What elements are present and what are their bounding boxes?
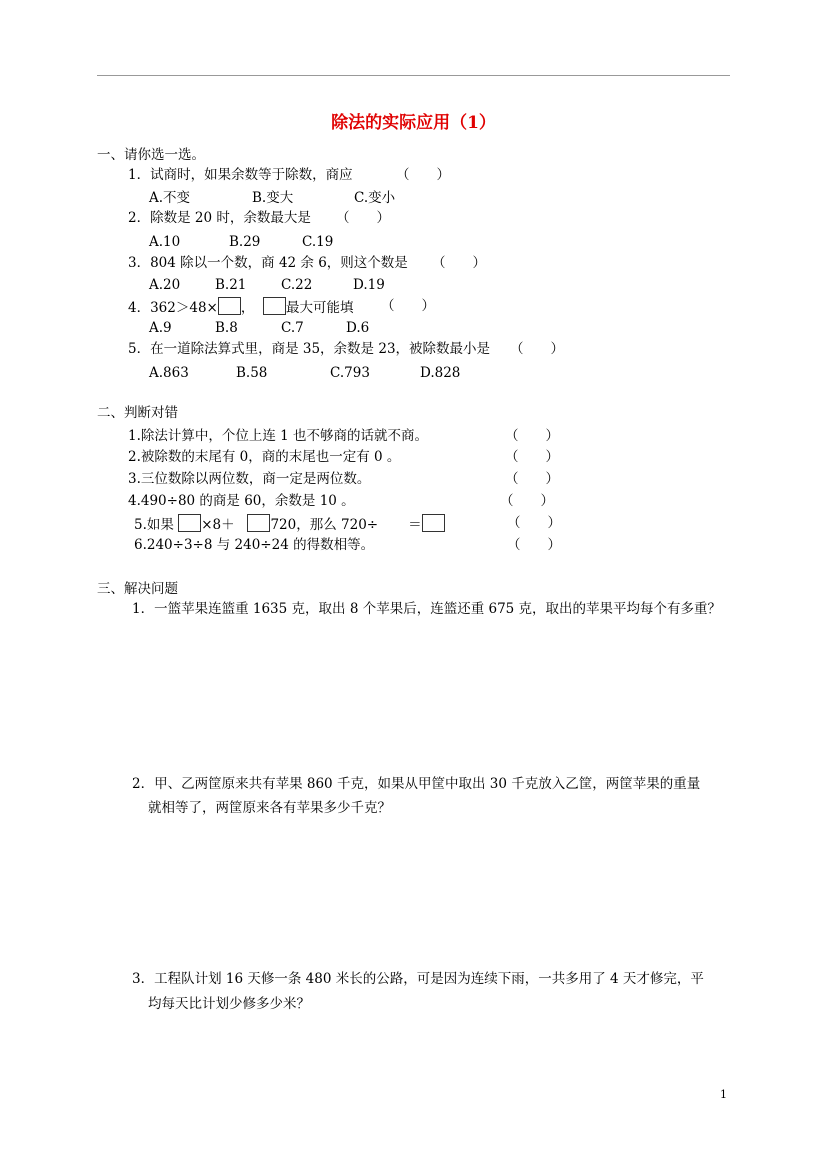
judge-item-2: 2.被除数的末尾有 0，商的末尾也一定有 0 。 (128, 449, 401, 465)
judge-item-1: 1.除法计算中，个位上连 1 也不够商的话就不商。 (128, 428, 429, 444)
q5-option-a[interactable]: A.863 (149, 365, 189, 381)
section3-heading: 三、解决问题 (97, 581, 178, 597)
header-rule (97, 75, 730, 76)
q3-option-a[interactable]: A.20 (149, 277, 181, 293)
judge-item-2-paren[interactable]: （ ） (505, 449, 559, 465)
q4-blank-box[interactable] (218, 297, 241, 315)
judge-item-4-paren[interactable]: （ ） (500, 493, 554, 509)
judge-item-5-part3: 720，那么 720÷ (270, 517, 379, 533)
q1-option-b[interactable]: B.变大 (252, 190, 294, 206)
q5-option-b[interactable]: B.58 (236, 365, 268, 381)
judge-item-5-part4: ＝ (408, 517, 422, 533)
q4-blank-box-2[interactable] (263, 297, 286, 315)
q4-option-c[interactable]: C.7 (281, 320, 304, 336)
judge-item-5 (134, 514, 445, 534)
section1-heading: 一、请你选一选。 (97, 147, 205, 163)
q2-answer-paren[interactable]: （ ） (336, 210, 390, 226)
judge-item-6: 6.240÷3÷8 与 240÷24 的得数相等。 (134, 537, 375, 553)
problem-3-line2: 均每天比计划少修多少米？ (148, 996, 310, 1012)
judge-item-4: 4.490÷80 的商是 60，余数是 10 。 (128, 493, 355, 509)
q2-option-a[interactable]: A.10 (149, 234, 181, 250)
q1-option-c[interactable]: C.变小 (354, 190, 396, 206)
q4-option-a[interactable]: A.9 (149, 320, 172, 336)
q3-option-d[interactable]: D.19 (353, 277, 385, 293)
problem-1-text: 1．一篮苹果连篮重 1635 克，取出 8 个苹果后，连篮还重 675 克，取出的苹果平均每个有多重？ (132, 601, 722, 617)
judge-item-5-box-3[interactable] (422, 514, 445, 532)
page-number: 1 (720, 1088, 727, 1101)
q4-option-d[interactable]: D.6 (346, 320, 370, 336)
q2-stem: 2．除数是 20 时，余数最大是 (128, 210, 311, 226)
problem-2-line1: 2．甲、乙两筐原来共有苹果 860 千克，如果从甲筐中取出 30 千克放入乙筐，两筐苹果的重量 (132, 776, 701, 792)
page-title: 除法的实际应用（1） (331, 113, 496, 133)
q3-option-b[interactable]: B.21 (215, 277, 247, 293)
judge-item-1-paren[interactable]: （ ） (505, 428, 559, 444)
q1-option-a[interactable]: A.不变 (149, 190, 191, 206)
problem-2-line2: 就相等了，两筐原来各有苹果多少千克？ (148, 800, 391, 816)
judge-item-5-prefix: 5.如果 (134, 517, 174, 533)
q3-stem: 3．804 除以一个数，商 42 余 6，则这个数是 (128, 255, 408, 271)
q1-stem: 1．试商时，如果余数等于除数，商应 (128, 167, 353, 183)
q2-option-b[interactable]: B.29 (229, 234, 261, 250)
q4-prefix: 4．362＞48× (128, 300, 218, 316)
q5-stem: 5．在一道除法算式里，商是 35，余数是 23，被除数最小是 (128, 341, 491, 357)
judge-item-6-paren[interactable]: （ ） (507, 537, 561, 553)
q3-option-c[interactable]: C.22 (281, 277, 313, 293)
q1-answer-paren[interactable]: （ ） (396, 167, 450, 183)
judge-item-3: 3.三位数除以两位数，商一定是两位数。 (128, 471, 371, 487)
judge-item-5-paren[interactable]: （ ） (507, 515, 561, 531)
q5-option-d[interactable]: D.828 (420, 365, 461, 381)
problem-3-line1: 3．工程队计划 16 天修一条 480 米长的公路，可是因为连续下雨，一共多用了 4 天才修完，平 (132, 971, 704, 987)
q4-suffix: 最大可能填 (285, 300, 354, 316)
q4-stem (128, 297, 353, 317)
section2-heading: 二、判断对错 (97, 405, 178, 421)
q3-answer-paren[interactable]: （ ） (432, 255, 486, 271)
judge-item-5-part2: ×8＋ (201, 517, 235, 533)
q4-mid: ， (240, 300, 255, 316)
q4-answer-paren[interactable]: （ ） (381, 298, 435, 314)
judge-item-5-box-1[interactable] (178, 514, 201, 532)
q2-option-c[interactable]: C.19 (302, 234, 334, 250)
q5-answer-paren[interactable]: （ ） (510, 341, 564, 357)
q4-option-b[interactable]: B.8 (215, 320, 238, 336)
judge-item-3-paren[interactable]: （ ） (505, 471, 559, 487)
judge-item-5-box-2[interactable] (247, 514, 270, 532)
q5-option-c[interactable]: C.793 (330, 365, 370, 381)
